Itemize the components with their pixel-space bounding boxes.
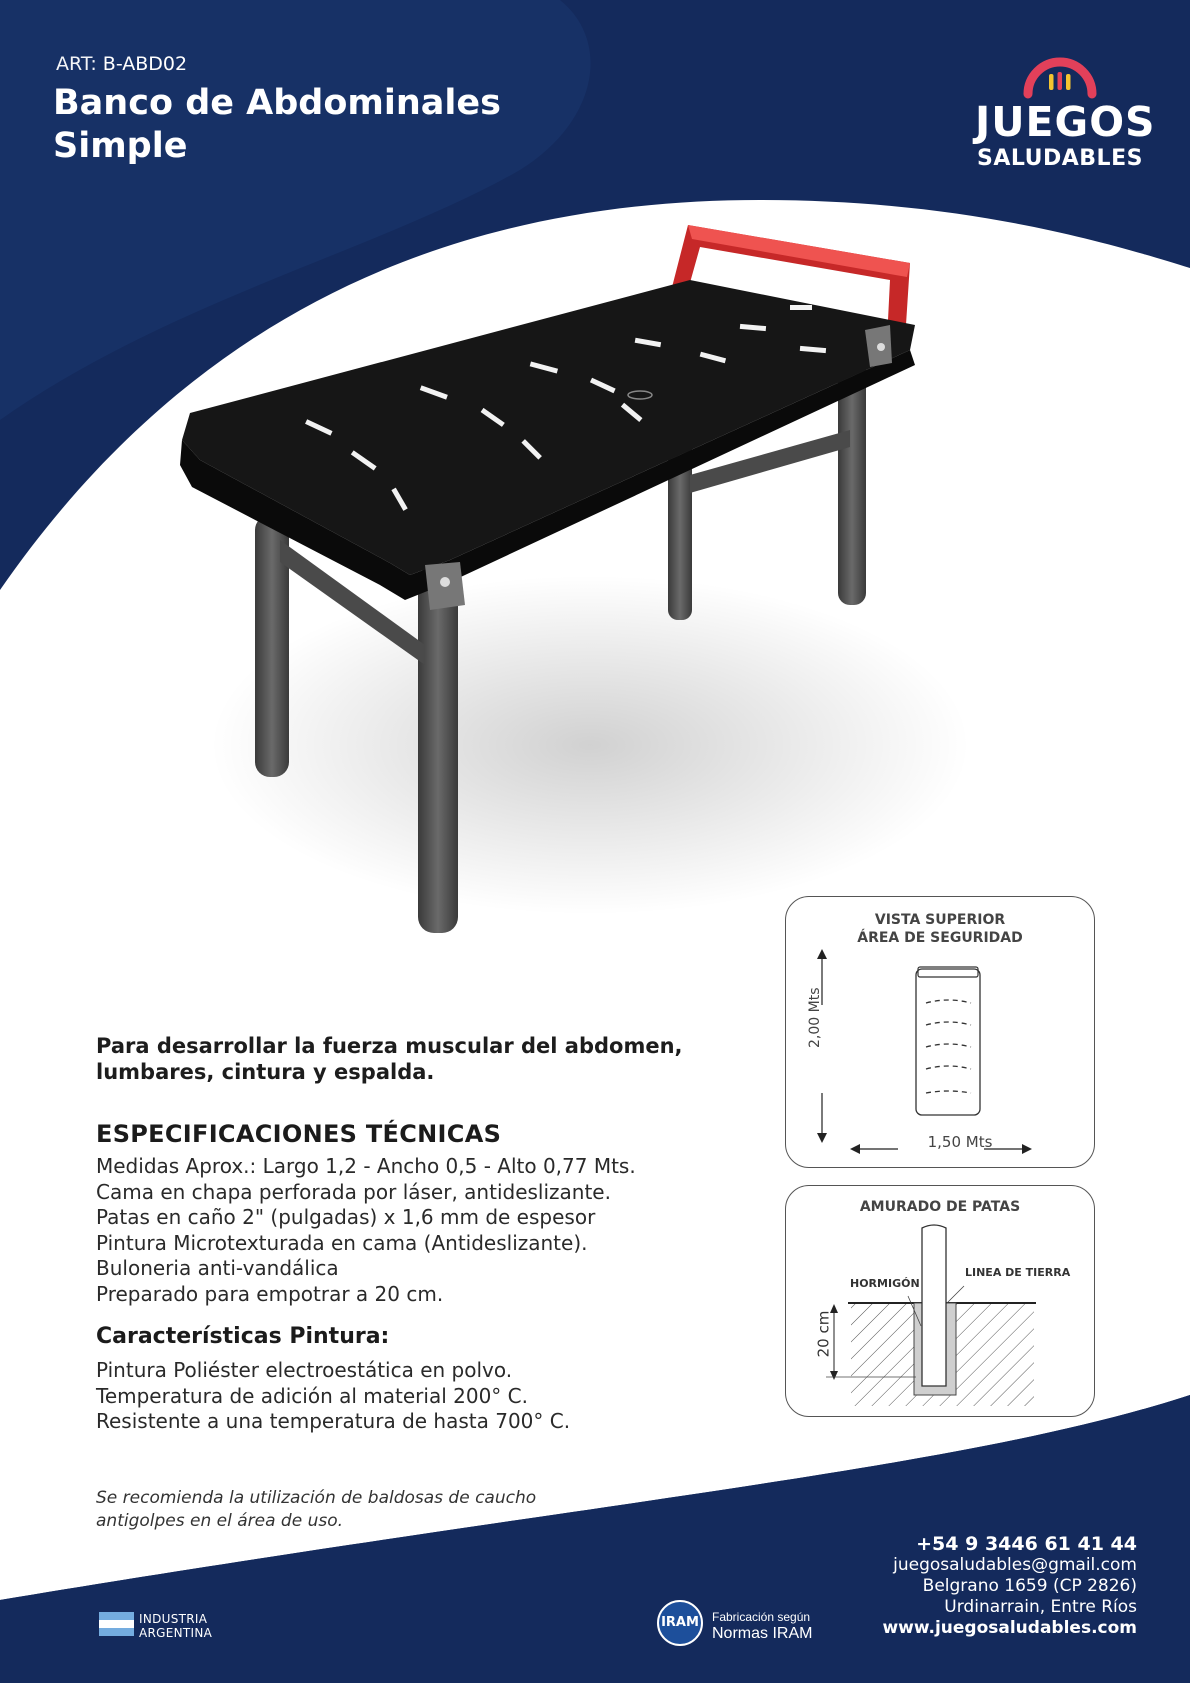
industria-text [139, 1612, 212, 1640]
contact-website[interactable]: www.juegosaludables.com [882, 1618, 1137, 1638]
spec-item: Buloneria anti-vandálica [96, 1256, 339, 1280]
description-line2: lumbares, cintura y espalda. [96, 1060, 435, 1084]
contact-phone[interactable]: +54 9 3446 61 41 44 [916, 1533, 1137, 1555]
specs-list [96, 1154, 736, 1307]
spec-item: Medidas Aprox.: Largo 1,2 - Ancho 0,5 - Alto 0,77 Mts. [96, 1154, 636, 1178]
top-view-diagram [786, 897, 1094, 1167]
iram-logo-icon: IRAM [657, 1600, 703, 1646]
description-line1: Para desarrollar la fuerza muscular del abdomen, [96, 1034, 683, 1058]
logo-text-juegos: JUEGOS [975, 98, 1156, 146]
width-dimension: 1,50 Mts [927, 1133, 993, 1151]
paint-heading: Características Pintura: [96, 1324, 390, 1349]
iram-line2: Normas IRAM [712, 1625, 813, 1642]
bench-illustration [170, 225, 1010, 965]
product-title [53, 82, 573, 168]
article-code [56, 53, 187, 75]
iram-badge [657, 1600, 857, 1650]
spec-item: Cama en chapa perforada por láser, antideslizante. [96, 1179, 611, 1204]
anchoring-panel [785, 1185, 1095, 1417]
product-title-line2: Simple [53, 126, 188, 166]
top-view-title-line1: VISTA SUPERIOR [874, 912, 1006, 928]
paint-item: Pintura Poliéster electroestática en polvo. [96, 1358, 513, 1382]
iram-line1: Fabricación según [712, 1610, 811, 1624]
product-description [96, 1033, 716, 1085]
contact-email[interactable]: juegosaludables@gmail.com [893, 1555, 1137, 1575]
paint-item: Resistente a una temperatura de hasta 700° C. [96, 1409, 571, 1433]
product-title-line1: Banco de Abdominales [53, 83, 501, 123]
brand-logo [975, 48, 1156, 173]
height-dimension: 2,00 Mts [807, 987, 823, 1048]
paint-item: Temperatura de adición al material 200° C. [96, 1383, 528, 1408]
argentina-flag-icon [99, 1612, 134, 1636]
top-view-panel [785, 896, 1095, 1168]
depth-dimension: 20 cm [814, 1310, 833, 1358]
paint-list [96, 1358, 736, 1435]
contact-address-line1: Belgrano 1659 (CP 2826) [922, 1576, 1137, 1596]
specs-heading: ESPECIFICACIONES TÉCNICAS [96, 1120, 502, 1148]
article-label: ART: [56, 53, 97, 75]
top-view-title-line2: ÁREA DE SEGURIDAD [857, 930, 1023, 946]
contact-address-line2: Urdinarrain, Entre Ríos [944, 1597, 1137, 1617]
note-line1: Se recomienda la utilización de baldosas de caucho [96, 1488, 537, 1508]
iram-text [712, 1610, 812, 1643]
note-line2: antigolpes en el área de uso. [96, 1511, 344, 1531]
logo-arc-icon [1022, 52, 1098, 100]
anchoring-title: AMURADO DE PATAS [859, 1199, 1021, 1215]
logo-text-saludables: SALUDABLES [977, 146, 1143, 171]
industria-line1: INDUSTRIA [139, 1612, 208, 1626]
article-number: B-ABD02 [102, 53, 188, 75]
spec-item: Patas en caño 2" (pulgadas) x 1,6 mm de espesor [96, 1205, 596, 1229]
usage-note [96, 1487, 616, 1533]
anchoring-diagram [786, 1186, 1094, 1416]
concrete-label: HORMIGÓN [850, 1277, 920, 1290]
spec-item: Preparado para empotrar a 20 cm. [96, 1281, 444, 1306]
ground-line-label: LINEA DE TIERRA [965, 1266, 1071, 1279]
industria-line2: ARGENTINA [139, 1626, 213, 1640]
contact-block [820, 1534, 1137, 1639]
spec-item: Pintura Microtexturada en cama (Antideslizante). [96, 1230, 588, 1255]
